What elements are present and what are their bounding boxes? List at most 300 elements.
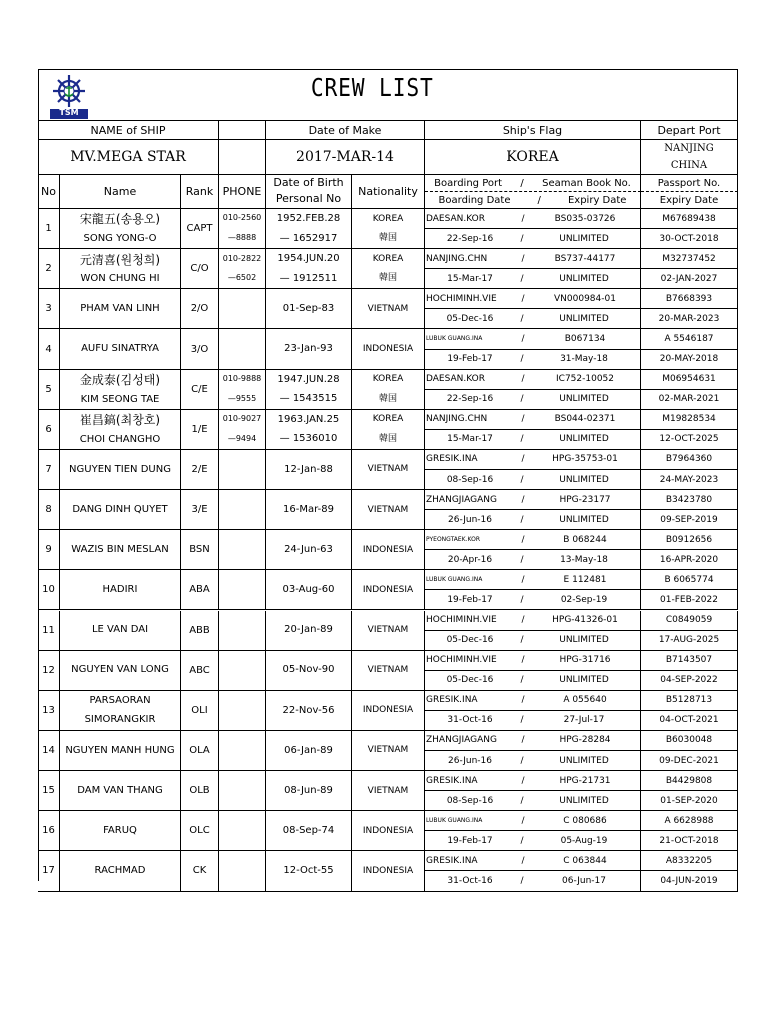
slash: / — [520, 715, 524, 726]
row-passport: M19828534 — [641, 410, 738, 430]
row-port-book — [425, 530, 641, 550]
boarding-port: NANJING.CHN — [426, 414, 488, 425]
depart-port-city: NANJING — [664, 142, 714, 154]
personal-no: — 1543515 — [279, 393, 338, 405]
boarding-date: 19-Feb-17 — [447, 354, 493, 365]
nationality-line1: VIETNAM — [367, 464, 409, 475]
row-date-expiry — [425, 229, 641, 249]
row-dob — [266, 811, 352, 851]
crew-name-secondary: CHOI CHANGHO — [79, 434, 161, 446]
nationality-line1: VIETNAM — [367, 665, 409, 676]
row-passport-expiry: 02-MAR-2021 — [641, 390, 738, 410]
nationality-line2: 韓国 — [378, 434, 397, 445]
row-nationality — [352, 410, 425, 450]
company-logo — [44, 73, 94, 119]
name-of-ship-label: NAME of SHIP — [38, 121, 219, 140]
row-dob — [266, 209, 352, 249]
seaman-book-no: B 068244 — [563, 534, 607, 545]
boarding-port: GRESIK.INA — [426, 855, 478, 866]
boarding-port: PYEONGTAEK.KOR — [426, 536, 481, 544]
col-passport-expiry: Expiry Date — [641, 192, 738, 209]
crew-name-secondary: WON CHUNG HI — [80, 273, 160, 285]
dob-line1: 22-Nov-56 — [282, 704, 335, 716]
nationality-line1: INDONESIA — [362, 544, 414, 555]
boarding-date: 31-Oct-16 — [447, 715, 493, 726]
row-port-book — [425, 771, 641, 791]
crew-name-secondary: KIM SEONG TAE — [80, 393, 160, 405]
row-dob — [266, 651, 352, 691]
row-rank: 1/E — [181, 410, 219, 450]
row-no: 8 — [38, 490, 60, 530]
phone-line2: —9494 — [227, 433, 257, 443]
nationality-line1: INDONESIA — [362, 343, 414, 354]
slash: / — [520, 755, 524, 766]
row-name — [60, 771, 181, 811]
row-phone — [219, 329, 266, 369]
row-rank: OLB — [181, 771, 219, 811]
boarding-date: 15-Mar-17 — [447, 273, 493, 284]
boarding-date: 05-Dec-16 — [446, 313, 494, 324]
row-phone — [219, 249, 266, 289]
row-name — [60, 811, 181, 851]
row-nationality — [352, 651, 425, 691]
row-port-book — [425, 370, 641, 390]
row-rank: 3/O — [181, 329, 219, 369]
boarding-date: 22-Sep-16 — [446, 394, 494, 405]
seaman-book-no: HPG-23177 — [559, 494, 611, 505]
row-rank: OLI — [181, 691, 219, 731]
row-date-expiry — [425, 791, 641, 811]
row-rank: C/O — [181, 249, 219, 289]
crew-name-primary: 金成泰(김성태) — [79, 372, 161, 387]
seaman-book-no: HPG-21731 — [559, 775, 611, 786]
row-nationality — [352, 209, 425, 249]
crew-name-secondary: SONG YONG-O — [83, 233, 157, 245]
row-passport-expiry: 09-SEP-2019 — [641, 510, 738, 530]
date-of-make-value: 2017-MAR-14 — [266, 140, 425, 175]
slash: / — [521, 574, 525, 585]
row-date-expiry — [425, 390, 641, 410]
ships-flag-label: Ship's Flag — [425, 121, 641, 140]
boarding-date: 15-Mar-17 — [447, 434, 493, 445]
row-date-expiry — [425, 550, 641, 570]
row-passport: B7964360 — [641, 450, 738, 470]
row-nationality — [352, 611, 425, 651]
row-date-expiry — [425, 711, 641, 731]
slash: / — [521, 454, 525, 465]
row-port-book — [425, 410, 641, 430]
seaman-book-no: B067134 — [564, 333, 606, 344]
slash: / — [521, 615, 525, 626]
row-port-book — [425, 611, 641, 631]
row-dob — [266, 731, 352, 771]
row-name — [60, 249, 181, 289]
row-no: 4 — [38, 329, 60, 369]
boarding-port: GRESIK.INA — [426, 695, 478, 706]
row-port-book — [425, 691, 641, 711]
ship-name-value: MV.MEGA STAR — [38, 140, 219, 175]
boarding-port: DAESAN.KOR — [426, 213, 485, 224]
nationality-line2: 韓国 — [378, 273, 397, 284]
row-dob — [266, 450, 352, 490]
row-nationality — [352, 570, 425, 610]
row-name — [60, 209, 181, 249]
boarding-date: 19-Feb-17 — [447, 835, 493, 846]
dob-line1: 1954.JUN.20 — [277, 253, 340, 265]
ships-flag-value: KOREA — [425, 140, 641, 175]
blank-cell — [219, 140, 266, 175]
row-no: 3 — [38, 289, 60, 329]
dob-line1: 12-Jan-88 — [284, 463, 333, 475]
boarding-date: 05-Dec-16 — [446, 675, 494, 686]
col-name: Name — [60, 175, 181, 209]
col-rank: Rank — [181, 175, 219, 209]
row-no: 17 — [38, 851, 60, 891]
row-no: 9 — [38, 530, 60, 570]
row-passport: B3423780 — [641, 490, 738, 510]
row-date-expiry — [425, 350, 641, 370]
phone-line1: 010-9888 — [222, 373, 262, 383]
slash: / — [520, 675, 524, 686]
row-rank: OLC — [181, 811, 219, 851]
phone-line2: —9555 — [227, 393, 257, 403]
row-nationality — [352, 530, 425, 570]
row-date-expiry — [425, 831, 641, 851]
row-nationality — [352, 289, 425, 329]
row-name — [60, 731, 181, 771]
row-passport-expiry: 12-OCT-2025 — [641, 430, 738, 450]
boarding-port: GRESIK.INA — [426, 775, 478, 786]
row-dob — [266, 410, 352, 450]
nationality-line1: INDONESIA — [362, 705, 414, 716]
nationality-line1: VIETNAM — [367, 745, 409, 756]
dob-line1: 1963.JAN.25 — [277, 413, 340, 425]
slash: / — [520, 795, 524, 806]
boarding-date: 08-Sep-16 — [446, 795, 494, 806]
row-passport: M06954631 — [641, 370, 738, 390]
row-phone — [219, 851, 266, 891]
date-of-make-label: Date of Make — [266, 121, 425, 140]
crew-name-primary: 崔昌鎬(최창호) — [79, 413, 161, 428]
row-date-expiry — [425, 430, 641, 450]
slash: / — [521, 855, 525, 866]
boarding-port: NANJING.CHN — [426, 253, 488, 264]
row-name — [60, 570, 181, 610]
crew-name-primary: AUFU SINATRYA — [81, 343, 159, 355]
seaman-book-no: A 055640 — [563, 695, 607, 706]
crew-name-primary: PHAM VAN LINH — [80, 303, 160, 315]
slash: / — [520, 273, 524, 284]
row-phone — [219, 530, 266, 570]
row-phone — [219, 731, 266, 771]
row-phone — [219, 811, 266, 851]
nationality-line1: VIETNAM — [367, 504, 409, 515]
row-name — [60, 289, 181, 329]
row-rank: CAPT — [181, 209, 219, 249]
boarding-port: DAESAN.KOR — [426, 374, 485, 385]
slash: / — [521, 333, 525, 344]
row-date-expiry — [425, 631, 641, 651]
boarding-date: 26-Jun-16 — [448, 514, 492, 525]
row-dob — [266, 249, 352, 289]
slash: / — [520, 354, 524, 365]
row-date-expiry — [425, 510, 641, 530]
row-nationality — [352, 370, 425, 410]
slash: / — [521, 414, 525, 425]
boarding-port: ZHANGJIAGANG — [426, 735, 497, 746]
depart-port-value — [641, 140, 738, 175]
seaman-book-expiry: 05-Aug-19 — [560, 835, 608, 846]
boarding-port: LUBUK GUANG.INA — [426, 576, 483, 584]
row-dob — [266, 289, 352, 329]
row-rank: ABC — [181, 651, 219, 691]
crew-list-sheet — [38, 69, 738, 886]
row-passport-expiry: 17-AUG-2025 — [641, 631, 738, 651]
row-nationality — [352, 811, 425, 851]
nationality-line2: 韓国 — [378, 393, 397, 404]
row-no: 12 — [38, 651, 60, 691]
boarding-date: 05-Dec-16 — [446, 635, 494, 646]
row-passport-expiry: 16-APR-2020 — [641, 550, 738, 570]
slash: / — [521, 293, 525, 304]
phone-line1: 010-2822 — [222, 253, 262, 263]
row-rank: CK — [181, 851, 219, 891]
crew-name-primary: DANG DINH QUYET — [72, 503, 168, 515]
row-no: 14 — [38, 731, 60, 771]
nationality-line1: KOREA — [372, 374, 404, 385]
row-passport-expiry: 02-JAN-2027 — [641, 269, 738, 289]
row-rank: BSN — [181, 530, 219, 570]
row-name — [60, 851, 181, 891]
seaman-book-no: C 063844 — [563, 855, 607, 866]
row-no: 11 — [38, 611, 60, 651]
row-passport: A8332205 — [641, 851, 738, 871]
crew-name-primary: HADIRI — [102, 584, 138, 596]
row-port-book — [425, 731, 641, 751]
crew-name-primary: NGUYEN MANH HUNG — [65, 744, 175, 756]
row-passport: C0849059 — [641, 611, 738, 631]
dob-line1: 1947.JUN.28 — [277, 373, 340, 385]
slash: / — [520, 434, 524, 445]
col-slash: / — [537, 194, 541, 206]
slash: / — [521, 775, 525, 786]
seaman-book-expiry: UNLIMITED — [559, 233, 609, 244]
row-phone — [219, 570, 266, 610]
dob-line1: 03-Aug-60 — [282, 584, 335, 596]
seaman-book-no: HPG-41326-01 — [552, 615, 618, 626]
row-passport: A 6628988 — [641, 811, 738, 831]
row-phone — [219, 771, 266, 811]
crew-name-primary: LE VAN DAI — [91, 624, 149, 636]
row-rank: 2/E — [181, 450, 219, 490]
slash: / — [521, 815, 525, 826]
slash: / — [521, 534, 525, 545]
row-port-book — [425, 249, 641, 269]
blank-cell — [219, 121, 266, 140]
slash: / — [520, 554, 524, 565]
phone-line1: 010-9027 — [222, 414, 262, 424]
col-slash: / — [520, 177, 524, 189]
col-dob-line2: Personal No — [275, 192, 342, 206]
slash: / — [521, 213, 525, 224]
col-no: No — [38, 175, 60, 209]
nationality-line1: INDONESIA — [362, 865, 414, 876]
boarding-date: 26-Jun-16 — [448, 755, 492, 766]
seaman-book-no: VN000984-01 — [554, 293, 616, 304]
row-passport-expiry: 04-JUN-2019 — [641, 871, 738, 891]
nationality-line1: KOREA — [372, 253, 404, 264]
title-band — [38, 69, 738, 121]
seaman-book-expiry: UNLIMITED — [559, 795, 609, 806]
row-rank: C/E — [181, 370, 219, 410]
row-no: 7 — [38, 450, 60, 490]
row-passport: B 6065774 — [641, 570, 738, 590]
seaman-book-expiry: 06-Jun-17 — [562, 876, 606, 886]
dob-line1: 08-Jun-89 — [284, 784, 333, 796]
row-port-book — [425, 570, 641, 590]
crew-name-primary: FARUQ — [103, 825, 137, 837]
row-name — [60, 651, 181, 691]
nationality-line1: INDONESIA — [362, 825, 414, 836]
row-phone — [219, 289, 266, 329]
col-phone: PHONE — [219, 175, 266, 209]
boarding-date: 08-Sep-16 — [446, 474, 494, 485]
row-passport-expiry: 04-SEP-2022 — [641, 671, 738, 691]
row-rank: 3/E — [181, 490, 219, 530]
col-dob — [266, 175, 352, 209]
row-phone — [219, 691, 266, 731]
row-phone — [219, 651, 266, 691]
seaman-book-expiry: UNLIMITED — [559, 514, 609, 525]
row-name — [60, 691, 181, 731]
seaman-book-expiry: 13-May-18 — [560, 554, 608, 565]
nationality-line2: 韓国 — [378, 233, 397, 244]
row-port-book — [425, 851, 641, 871]
dob-line1: 12-Oct-55 — [283, 865, 334, 877]
row-passport-expiry: 20-MAY-2018 — [641, 350, 738, 370]
slash: / — [520, 233, 524, 244]
row-no: 16 — [38, 811, 60, 851]
row-port-book — [425, 651, 641, 671]
row-phone — [219, 209, 266, 249]
slash: / — [521, 735, 525, 746]
row-date-expiry — [425, 590, 641, 610]
row-nationality — [352, 249, 425, 289]
row-dob — [266, 329, 352, 369]
page-title: CREW LIST — [310, 73, 434, 102]
boarding-date: 31-Oct-16 — [447, 876, 493, 886]
row-passport: B6030048 — [641, 731, 738, 751]
row-date-expiry — [425, 671, 641, 691]
row-nationality — [352, 450, 425, 490]
row-rank: 2/O — [181, 289, 219, 329]
crew-name-primary: 元清喜(원청희) — [79, 252, 161, 267]
nationality-line1: KOREA — [372, 414, 404, 425]
row-passport: B7668393 — [641, 289, 738, 309]
crew-name-primary: RACHMAD — [94, 865, 146, 877]
row-nationality — [352, 329, 425, 369]
boarding-port: HOCHIMINH.VIE — [426, 293, 497, 304]
row-phone — [219, 611, 266, 651]
dob-line1: 08-Sep-74 — [282, 825, 335, 837]
col-passport: Passport No. — [641, 175, 738, 192]
row-dob — [266, 691, 352, 731]
row-no: 15 — [38, 771, 60, 811]
row-date-expiry — [425, 751, 641, 771]
row-passport-expiry: 01-FEB-2022 — [641, 590, 738, 610]
col-port-book-header — [425, 175, 641, 192]
slash: / — [520, 474, 524, 485]
row-no: 1 — [38, 209, 60, 249]
dob-line1: 1952.FEB.28 — [276, 213, 341, 225]
phone-line1: 010-2560 — [222, 213, 262, 223]
row-passport-expiry: 01-SEP-2020 — [641, 791, 738, 811]
row-port-book — [425, 811, 641, 831]
seaman-book-expiry: UNLIMITED — [559, 635, 609, 646]
row-rank: ABA — [181, 570, 219, 610]
crew-name-secondary: SIMORANGKIR — [84, 714, 156, 726]
row-port-book — [425, 289, 641, 309]
boarding-port: LUBUK GUANG.INA — [426, 335, 483, 343]
boarding-date: 22-Sep-16 — [446, 233, 494, 244]
dob-line1: 16-Mar-89 — [283, 503, 334, 515]
col-dob-line1: Date of Birth — [273, 175, 344, 189]
row-nationality — [352, 731, 425, 771]
row-no: 6 — [38, 410, 60, 450]
dob-line1: 05-Nov-90 — [282, 664, 335, 676]
depart-port-country: CHINA — [670, 159, 708, 171]
row-no: 5 — [38, 370, 60, 410]
slash: / — [520, 313, 524, 324]
logo-text: TSM — [59, 108, 79, 117]
seaman-book-expiry: UNLIMITED — [559, 434, 609, 445]
boarding-port: HOCHIMINH.VIE — [426, 655, 497, 666]
nationality-line1: VIETNAM — [367, 303, 409, 314]
col-seaman-book: Seaman Book No. — [542, 177, 631, 189]
row-passport-expiry: 04-OCT-2021 — [641, 711, 738, 731]
seaman-book-expiry: 27-Jul-17 — [563, 715, 605, 726]
row-date-expiry — [425, 871, 641, 891]
row-passport-expiry: 20-MAR-2023 — [641, 309, 738, 329]
slash: / — [521, 655, 525, 666]
row-no: 13 — [38, 691, 60, 731]
row-passport-expiry: 24-MAY-2023 — [641, 470, 738, 490]
seaman-book-no: HPG-31716 — [559, 655, 611, 666]
row-passport-expiry: 09-DEC-2021 — [641, 751, 738, 771]
seaman-book-expiry: UNLIMITED — [559, 394, 609, 405]
row-passport: M32737452 — [641, 249, 738, 269]
boarding-port: GRESIK.INA — [426, 454, 478, 465]
crew-name-primary: PARSAORAN — [89, 694, 151, 706]
seaman-book-no: E 112481 — [563, 574, 607, 585]
crew-name-primary: DAM VAN THANG — [77, 784, 163, 796]
col-boarding-port: Boarding Port — [434, 177, 503, 189]
row-name — [60, 329, 181, 369]
seaman-book-expiry: 02-Sep-19 — [560, 594, 608, 605]
dob-line1: 24-Jun-63 — [284, 544, 333, 555]
row-passport: M67689438 — [641, 209, 738, 229]
boarding-port: LUBUK GUANG.INA — [426, 817, 483, 825]
seaman-book-expiry: UNLIMITED — [559, 675, 609, 686]
seaman-book-expiry: 31-May-18 — [560, 354, 608, 365]
seaman-book-no: HPG-35753-01 — [552, 454, 618, 465]
row-phone — [219, 410, 266, 450]
row-name — [60, 410, 181, 450]
nationality-line1: KOREA — [372, 213, 404, 224]
phone-line2: —6502 — [227, 273, 257, 283]
slash: / — [520, 514, 524, 525]
row-passport: B5128713 — [641, 691, 738, 711]
